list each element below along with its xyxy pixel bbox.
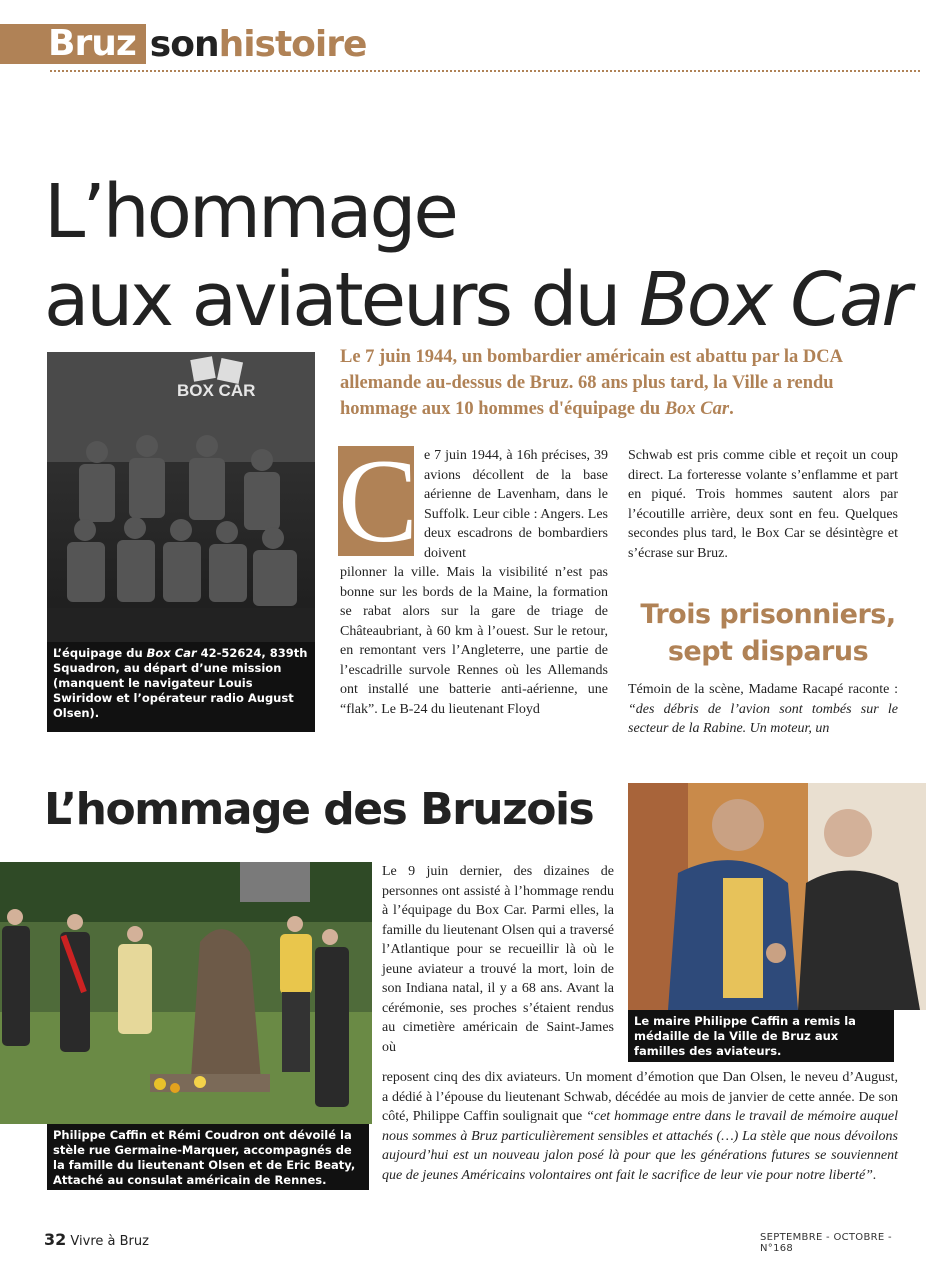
dotted-divider (50, 70, 920, 72)
crew-photo (47, 352, 315, 642)
footer-issue: SEPTEMBRE - OCTOBRE - N°168 (760, 1232, 892, 1254)
section-heading-bruzois: L’hommage des Bruzois (44, 784, 594, 835)
caption1-pre: L’équipage du (53, 646, 147, 660)
title-line2 (44, 256, 914, 344)
footer-page (44, 1230, 149, 1249)
article1-col2-after (628, 680, 898, 736)
page-title (44, 168, 914, 344)
article2-wide-italic: “cet hommage entre dans le travail de mémoire auquel nous sommes à Bruz particulièrement sensibles et attachés (…) La stèle que nous dévoilons aujourd’hui est un nouveau jalon posé là pour que les générations futures se souviennent que de jeunes Américains volontaires ont fait le sacrifice de leur vie pour notre liberté”. (382, 1109, 898, 1183)
stele-photo-illustration (0, 862, 372, 1124)
drop-cap: C (338, 434, 419, 567)
section-rubric (0, 24, 366, 64)
article2-narrow-column: Le 9 juin dernier, des dizaines de personnes ont assisté à l’hommage rendu à l’équipage du Box Car. Parmi elles, la famille du lieutenant Olsen qui a traversé l’Atlantique pour se recueillir là où le jeune aviateur a trouvé la mort, loin de son Indiana natal, il y a 68 ans. Avant la cérémonie, ses proches s’étaient rendus au cimetière américain de Saint-James où (382, 864, 614, 1055)
caption1-italic: Box Car (146, 646, 197, 660)
caption1-post: 42-52624, 839th Squadron, au départ d’une mission (manquent le navigateur Louis Swiridow et l’opérateur radio August Olsen). (53, 646, 308, 720)
medal-photo-caption: Le maire Philippe Caffin a remis la médaille de la Ville de Bruz aux familles des aviateurs. (628, 1010, 894, 1062)
article2-wide-column (382, 1068, 898, 1185)
article1-col1-rest: pilonner la ville. Mais la visibilité n’est pas bonne sur les bords de la Maine, la formation se rabat alors sur la gare de triage de Châteaubriant, à 60 km à l’ouest. Sur le retour, en remontant vers l’Angleterre, une partie de l’escadrille survole Rennes où les Allemands ont installé une batterie anti-aérienne, une “flak”. Le B-24 du lieutenant Floyd (340, 565, 608, 717)
col2-after-plain: Témoin de la scène, Madame Racapé raconte : (628, 682, 898, 697)
crew-photo-illustration (47, 352, 315, 642)
lead-text: Le 7 juin 1944, un bombardier américain est abattu par la DCA allemande au-dessus de Bruz. 68 ans plus tard, la Ville a rendu hommage aux 10 hommes d'équipage du (340, 347, 842, 419)
stele-photo-caption: Philippe Caffin et Rémi Coudron ont dévoilé la stèle rue Germaine-Marquer, accompagnés de la famille du lieutenant Olsen et de Eric Beaty, Attaché au consulat américain de Rennes. (47, 1124, 369, 1190)
article1-col2: Schwab est pris comme cible et reçoit un coup direct. La forteresse volante s’enflamme et part en piqué. Trois hommes sautent alors par l’écoutille arrière, deux sont en feu. Quelques secondes plus tard, le Box Car se désintègre et s’écrase sur Bruz. (628, 448, 898, 561)
lead-paragraph (340, 344, 910, 422)
lead-italic: Box Car (664, 399, 730, 419)
rubric-son: son (149, 23, 219, 65)
title-line2-plain: aux aviateurs du (44, 257, 639, 343)
medal-photo-illustration (628, 783, 926, 1010)
crew-photo-caption (47, 642, 315, 732)
title-line1: L’hommage (44, 169, 456, 255)
subheading-prisoners: Trois prisonniers, sept disparus (640, 599, 896, 667)
rubric-city: Bruz (0, 24, 146, 64)
medal-ceremony-photo (628, 783, 926, 1010)
lead-end: . (729, 399, 734, 419)
page-number: 32 (44, 1230, 67, 1249)
article2-wide-plain: reposent cinq des dix aviateurs. Un moment d’émotion que Dan Olsen, le neveu d’August, a dédié à l’épouse du lieutenant Schwab, décédée au mois de janvier de cette année. De son côté, Philippe Caffin soulignait que (382, 1070, 898, 1124)
magazine-name: Vivre à Bruz (70, 1234, 149, 1249)
nose-art-text: BOX CAR (177, 381, 256, 400)
stele-photo (0, 862, 372, 1124)
article1-col1-intro: e 7 juin 1944, à 16h précises, 39 avions décollent de la base aérienne de Lavenham, dans le Suffolk. Leur cible : Angers. Les deux escadrons de bombardiers doivent (424, 448, 608, 561)
col2-after-italic: “des débris de l’avion sont tombés sur le secteur de la Rabine. Un moteur, un (628, 701, 898, 736)
rubric-histoire: histoire (218, 23, 367, 65)
title-line2-italic: Box Car (638, 257, 909, 343)
